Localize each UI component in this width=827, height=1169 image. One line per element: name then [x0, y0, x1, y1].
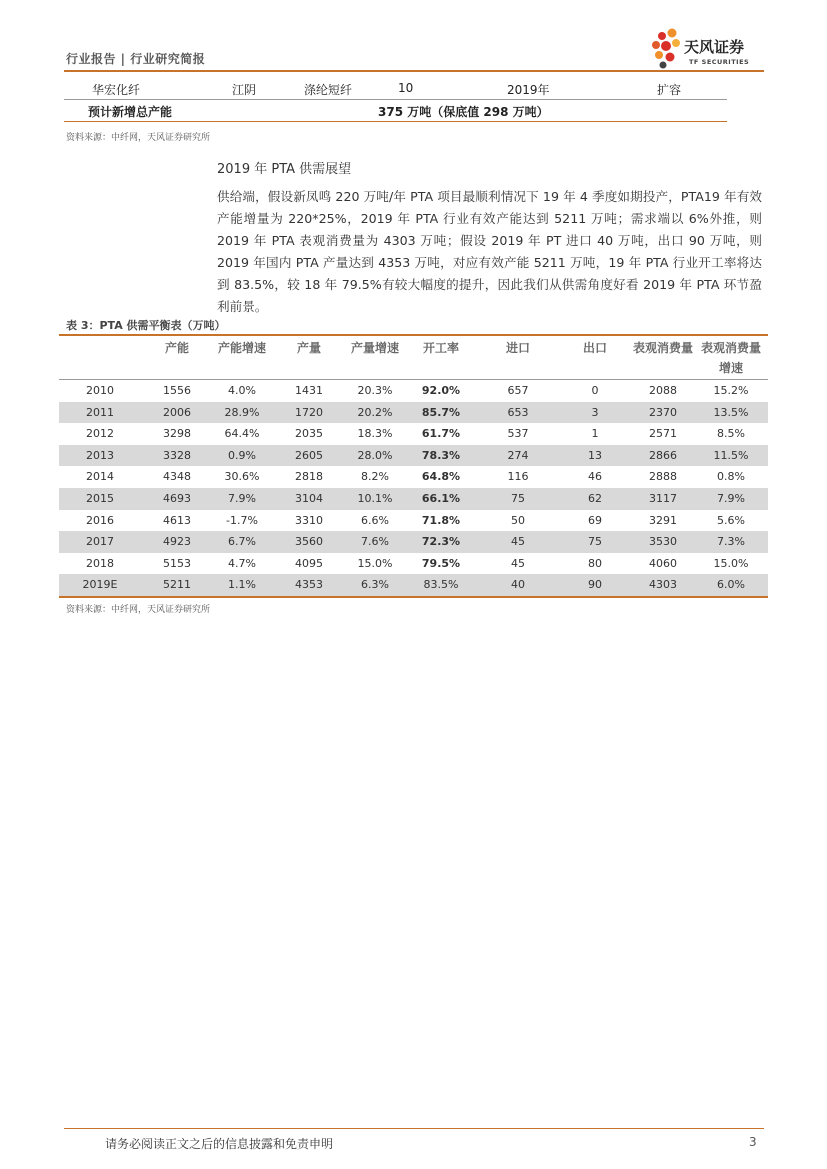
consumption-cell: 4303: [649, 578, 677, 592]
table-row: [59, 574, 768, 596]
table-row: [64, 78, 727, 98]
capacity-cell: 5153: [163, 556, 191, 570]
output-cell: 4353: [295, 578, 323, 592]
total-label: 预计新增总产能: [88, 105, 173, 119]
header-apparent-consumption: 表观消费量: [633, 341, 694, 355]
import-cell: 40: [511, 578, 525, 592]
header-consumption-growth: 表观消费量增速: [700, 341, 761, 375]
footer-disclaimer: 请务必阅读正文之后的信息披露和免责申明: [105, 1137, 334, 1151]
header-divider: [64, 70, 764, 72]
import-cell: 537: [507, 427, 529, 441]
body-paragraph: 供给端，假设新凤鸣 220 万吨/年 PTA 项目最顺利情况下 19 年 4 季度如期投产，PTA19 年有效产能增量为 220*25%，2019 年 PTA 行业有效产能达到 5211 万吨；需求端以 6%外推，则 2019 年 PTA 表观消费量为 4303 万吨；假设 2019 年 PT 进口 40 万吨，出口 90 万吨，则 2019 年国内 PTA 产量达到 4353 万吨，对应有效产能 5211 万吨，19 年 PTA 行业开工率将达到 83.5%，较 18 年 79.5%有较大幅度的提升，因此我们从供需角度好看 2019 年 PTA 环节盈利前景。: [217, 189, 762, 314]
capacity-growth-cell: 28.9%: [224, 405, 260, 419]
export-cell: 0: [591, 384, 599, 397]
output-growth-cell: 20.3%: [357, 384, 393, 397]
output-cell: 1431: [295, 384, 323, 397]
capacity-growth-cell: 4.7%: [228, 556, 256, 570]
output-growth-cell: 28.0%: [357, 448, 393, 462]
section-title: 2019 年 PTA 供需展望: [217, 162, 352, 177]
table-bottom-line: [59, 596, 768, 598]
utilization-cell: 71.8%: [421, 513, 461, 527]
table-row: [59, 380, 768, 402]
year-cell: 2016: [86, 513, 114, 527]
output-growth-cell: 6.3%: [361, 578, 389, 592]
capacity-cell: 3298: [163, 427, 191, 441]
utilization-cell: 78.3%: [421, 448, 461, 462]
output-cell: 1720: [295, 405, 323, 419]
header-utilization: 开工率: [422, 341, 459, 355]
header-output-growth: 产量增速: [350, 341, 399, 355]
capacity-cell: 3328: [163, 448, 191, 462]
utilization-cell: 85.7%: [421, 405, 461, 419]
table-row: [59, 445, 768, 467]
export-cell: 90: [588, 578, 602, 592]
capacity-cell: 4348: [163, 470, 191, 484]
table-row: [59, 466, 768, 488]
utilization-cell: 72.3%: [421, 535, 461, 549]
output-cell: 3104: [295, 492, 323, 505]
capacity-growth-cell: 7.9%: [228, 492, 256, 505]
consumption-cell: 3530: [649, 535, 677, 549]
import-cell: 274: [507, 448, 529, 462]
output-growth-cell: 10.1%: [357, 492, 393, 505]
table-title: 表 3：PTA 供需平衡表（万吨）: [66, 319, 226, 332]
year-cell: 2017: [86, 535, 114, 549]
year-cell: 2015: [86, 492, 114, 505]
output-growth-cell: 8.2%: [361, 470, 389, 484]
capacity-growth-cell: 4.0%: [228, 384, 256, 397]
export-cell: 75: [588, 535, 602, 549]
year-cell: 2019年: [507, 83, 550, 97]
header-output: 产量: [296, 341, 321, 355]
capacity-cell: 5211: [163, 578, 191, 592]
consumption-cell: 2571: [649, 427, 677, 441]
capacity-growth-cell: 1.1%: [228, 578, 256, 592]
total-value: 375 万吨（保底值 298 万吨）: [378, 105, 549, 119]
capacity-cell: 1556: [163, 384, 191, 397]
consumption-cell: 2866: [649, 448, 677, 462]
output-cell: 3310: [295, 513, 323, 527]
capacity-growth-cell: 0.9%: [228, 448, 256, 462]
import-cell: 45: [511, 535, 525, 549]
year-cell: 2010: [86, 384, 114, 397]
export-cell: 46: [588, 470, 602, 484]
import-cell: 50: [511, 513, 525, 527]
table-row: [59, 531, 768, 553]
capacity-cell: 2006: [163, 405, 191, 419]
location-cell: 江阴: [232, 83, 257, 97]
logo-text-cn: 天风证券: [684, 38, 745, 56]
capacity-cell: 4923: [163, 535, 191, 549]
consumption-growth-cell: 13.5%: [713, 405, 749, 419]
export-cell: 69: [588, 513, 602, 527]
output-growth-cell: 6.6%: [361, 513, 389, 527]
source-note: 资料来源：中纤网，天风证券研究所: [66, 133, 211, 143]
year-cell: 2012: [86, 427, 114, 441]
output-growth-cell: 15.0%: [357, 556, 393, 570]
type-cell: 扩容: [657, 83, 682, 97]
capacity-cell: 4613: [163, 513, 191, 527]
utilization-cell: 61.7%: [421, 427, 461, 441]
output-cell: 2035: [295, 427, 323, 441]
table-row: [59, 423, 768, 445]
import-cell: 657: [507, 384, 529, 397]
header-capacity-growth: 产能增速: [217, 341, 266, 355]
table-row: [59, 402, 768, 424]
capacity-growth-cell: -1.7%: [226, 513, 258, 527]
consumption-cell: 4060: [649, 556, 677, 570]
table-header: [59, 338, 768, 378]
table-row: [59, 488, 768, 510]
consumption-growth-cell: 15.2%: [713, 384, 749, 397]
output-cell: 2818: [295, 470, 323, 484]
import-cell: 653: [507, 405, 529, 419]
import-cell: 45: [511, 556, 525, 570]
year-cell: 2018: [86, 556, 114, 570]
capacity-growth-cell: 30.6%: [224, 470, 260, 484]
consumption-cell: 2088: [649, 384, 677, 397]
header-import: 进口: [505, 341, 530, 355]
export-cell: 62: [588, 492, 602, 505]
utilization-cell: 64.8%: [421, 470, 461, 484]
table-row: [59, 510, 768, 532]
consumption-cell: 3291: [649, 513, 677, 527]
output-growth-cell: 18.3%: [357, 427, 393, 441]
year-cell: 2011: [86, 405, 114, 419]
consumption-growth-cell: 7.9%: [717, 492, 745, 505]
total-row: [64, 100, 727, 120]
year-cell: 2013: [86, 448, 114, 462]
export-cell: 80: [588, 556, 602, 570]
capacity-growth-cell: 64.4%: [224, 427, 260, 441]
output-growth-cell: 7.6%: [361, 535, 389, 549]
consumption-cell: 3117: [649, 492, 677, 505]
import-cell: 116: [507, 470, 529, 484]
consumption-cell: 2370: [649, 405, 677, 419]
capacity-cell: 10: [398, 81, 414, 95]
utilization-cell: 92.0%: [421, 384, 461, 397]
export-cell: 3: [591, 405, 599, 419]
consumption-growth-cell: 15.0%: [713, 556, 749, 570]
year-cell: 2019E: [82, 578, 118, 592]
year-cell: 2014: [86, 470, 114, 484]
report-category: 行业报告 | 行业研究简报: [66, 52, 206, 66]
product-cell: 涤纶短纤: [304, 83, 353, 97]
consumption-growth-cell: 5.6%: [717, 513, 745, 527]
capacity-cell: 4693: [163, 492, 191, 505]
header-capacity: 产能: [164, 341, 189, 355]
consumption-growth-cell: 0.8%: [717, 470, 745, 484]
utilization-cell: 66.1%: [421, 492, 461, 505]
footer-divider: [64, 1128, 764, 1129]
import-cell: 75: [511, 492, 525, 505]
output-cell: 3560: [295, 535, 323, 549]
output-growth-cell: 20.2%: [357, 405, 393, 419]
export-cell: 13: [588, 448, 602, 462]
header-export: 出口: [582, 341, 607, 355]
capacity-growth-cell: 6.7%: [228, 535, 256, 549]
table-top-line: [59, 334, 768, 336]
page-number: 3: [749, 1135, 757, 1149]
consumption-growth-cell: 6.0%: [717, 578, 745, 592]
export-cell: 1: [591, 427, 599, 441]
table-row: [59, 553, 768, 575]
utilization-cell: 79.5%: [421, 556, 461, 570]
consumption-growth-cell: 8.5%: [717, 427, 745, 441]
output-cell: 2605: [295, 448, 323, 462]
consumption-cell: 2888: [649, 470, 677, 484]
utilization-cell: 83.5%: [423, 578, 459, 592]
table-source-note: 资料来源：中纤网，天风证券研究所: [66, 605, 211, 615]
logo-text-en: TF SECURITIES: [689, 58, 750, 66]
table-bottom-line: [64, 121, 727, 122]
consumption-growth-cell: 7.3%: [717, 535, 745, 549]
company-cell: 华宏化纤: [92, 83, 141, 97]
consumption-growth-cell: 11.5%: [713, 448, 749, 462]
output-cell: 4095: [295, 556, 323, 570]
